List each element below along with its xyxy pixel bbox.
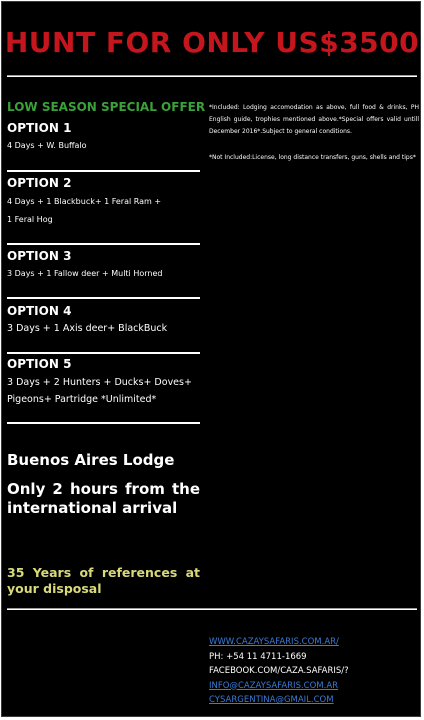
- option-1-heading: OPTION 1: [7, 121, 72, 135]
- option-3-desc: 3 Days + 1 Fallow deer + Multi Horned: [7, 269, 163, 278]
- email-link-gmail[interactable]: CYSARGENTINA@GMAIL.COM: [209, 695, 334, 705]
- divider-option-4: [7, 352, 200, 354]
- included-note: *Included: Lodging accomodation as above, full food & drinks, PH English guide, trophies mentioned above.*Special offers valid untill December 2016*.Subject to general conditions.: [209, 104, 419, 135]
- page-title: HUNT FOR ONLY US$3500: [4, 26, 420, 59]
- not-included-note: *Not Included:License, long distance transfers, guns, shells and tips*: [209, 154, 416, 161]
- option-4-desc: 3 Days + 1 Axis deer+ BlackBuck: [7, 323, 168, 334]
- contact-block: [209, 635, 419, 708]
- lodge-name: Buenos Aires Lodge: [7, 451, 175, 469]
- phone-number: PH: +54 11 4711-1669: [209, 651, 307, 662]
- option-2-desc-line-2: 1 Feral Hog: [7, 215, 53, 224]
- divider-option-3: [7, 297, 200, 299]
- email-link-info[interactable]: INFO@CAZAYSAFARIS.COM.AR: [209, 680, 339, 691]
- facebook-text: FACEBOOK.COM/CAZA.SAFARIS/?: [209, 666, 349, 676]
- divider-top: [7, 75, 417, 77]
- option-2-desc-line-1: 4 Days + 1 Blackbuck+ 1 Feral Ram +: [7, 197, 162, 206]
- flyer: [1, 1, 421, 717]
- divider-option-1: [7, 170, 200, 172]
- option-5-heading: OPTION 5: [7, 357, 72, 371]
- divider-option-5: [7, 422, 200, 424]
- option-5-desc-line-2: Pigeons+ Partridge *Unlimited*: [7, 394, 157, 405]
- option-5-desc-line-1: 3 Days + 2 Hunters + Ducks+ Doves+: [7, 377, 192, 388]
- offer-title: LOW SEASON SPECIAL OFFER: [7, 100, 206, 114]
- option-1-desc: 4 Days + W. Buffalo: [7, 141, 87, 150]
- option-3-heading: OPTION 3: [7, 249, 72, 263]
- option-4-heading: OPTION 4: [7, 304, 72, 318]
- option-2-heading: OPTION 2: [7, 176, 72, 190]
- lodge-distance: Only 2 hours from the international arrival: [7, 480, 200, 517]
- website-link[interactable]: WWW.CAZAYSAFARIS.COM.AR/: [209, 637, 339, 647]
- references-text: 35 Years of references at your disposal: [7, 565, 200, 596]
- divider-bottom: [7, 608, 417, 610]
- divider-option-2: [7, 243, 200, 245]
